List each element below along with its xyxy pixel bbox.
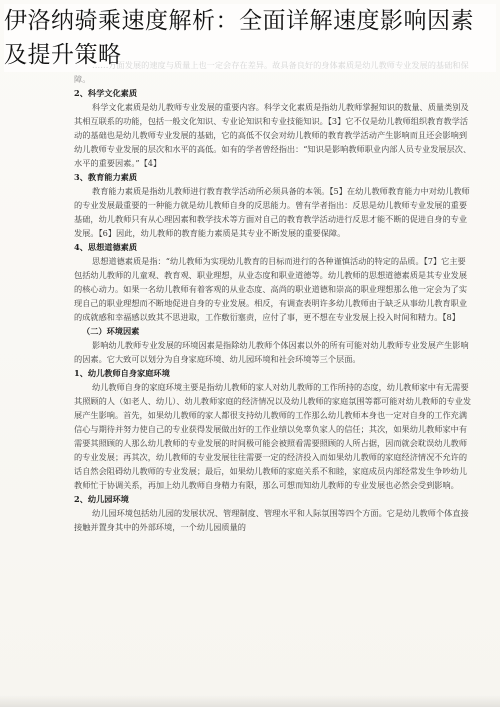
paragraph-science-culture: 科学文化素质是幼儿教师专业发展的重要内容。科学文化素质是指幼儿教师掌握知识的数量、质量类别及其相互联系的功能，包括一般文化知识、专业论知识和专业技能知识。【3】它不仅是幼儿教师组织教育教学活动的基础也是幼儿教师专业发展的基础，它的高低不仅会对幼儿教师的教育教学活动产生影响而且还会影响到幼儿教师专业发展的层次和水平的高低。如有的学者曾经指出：“知识是影响教师职业内部人员专业发展层次、水平的重要因素。”【4】 [74, 102, 472, 168]
section-heading-science-culture: 2、科学文化素质 [74, 88, 138, 98]
section-heading-family-environment: 1、幼儿教师自身家庭环境 [74, 368, 170, 378]
section-heading-moral-quality: 4、思想道德素质 [74, 242, 138, 252]
section-heading-kindergarten-environment: 2、幼儿园环境 [74, 494, 129, 504]
page-title: 伊洛纳骑乘速度解析：全面详解速度影响因素及提升策略 [4, 4, 496, 72]
document-body [74, 58, 472, 534]
paragraph-family-environment: 幼儿教师自身的家庭环境主要是指幼儿教师的家人对幼儿教师的工作所持的态度，幼儿教师家中有无需要其照顾的人（如老人、幼儿）、幼儿教师家庭的经济情况以及幼儿教师的家庭氛围等都可能对幼儿教师的专业发展产生影响。首先，如果幼儿教师的家人都很支持幼儿教师的工作那么幼儿教师本身也一定对自身的工作充满信心与期待并努力使自己的专业获得发展做出好的工作业绩以免辜负家人的信任；其次，如果幼儿教师家中有需要其照顾的人那么幼儿教师的专业发展的时间极可能会被照看需要照顾的人所占据，因而就会耽误幼儿教师的专业发展；再其次，幼儿教师的专业发展往往需要一定的经济投入而如果幼儿教师的家庭经济情况不允许的话自然会阻碍幼儿教师的专业发展；最后，如果幼儿教师的家庭关系不和睦，家庭成员内部经常发生争吵幼儿教师忙于协调关系，再加上幼儿教师自身精力有限，那么可想而知幼儿教师的专业发展也必然会受到影响。 [74, 382, 472, 490]
section-heading-teaching-ability: 3、教育能力素质 [74, 172, 138, 182]
page-bottom-shadow [0, 695, 500, 707]
paragraph-moral-quality: 思想道德素质是指：“幼儿教师为实现幼儿教育的目标而进行的各种谨慎活动的特定的品质。【7】它主要包括幼儿教师的儿童观、教育观、职业理想，从业态度和职业道德等。幼儿教师的思想道德素质是其专业发展的核心动力。如果一名幼儿教师有着客观的从业态度、高尚的职业道德和崇高的职业理想那么他一定会为了实现自己的职业理想而不断地促进自身的专业发展。相反，有调查表明许多幼儿教师由于缺乏从事幼儿教育职业的成就感和幸福感以致其不思进取，工作敷衍塞责，应付了事，更不想在专业发展上投入时间和精力。【8】 [74, 256, 468, 322]
intro-paragraph: 障。 [74, 74, 91, 84]
section-heading-environment: （二）环境因素 [82, 326, 140, 336]
paragraph-environment: 影响幼儿教师专业发展的环境因素是指除幼儿教师个体因素以外的所有可能对幼儿教师专业发展产生影响的因素。它大致可以划分为自身家庭环境、幼儿园环境和社会环境等三个层面。 [74, 340, 469, 364]
paragraph-teaching-ability: 教育能力素质是指幼儿教师进行教育教学活动所必须具备的本领。【5】在幼儿教师教育能力中对幼儿教师的专业发展最重要的一种能力就是幼儿教师自身的反思能力。曾有学者指出：反思是幼儿教师专业发展的重要基础，幼儿教师只有从心理因素和教学技术等方面对自己的教育教学活动进行反思才能不断的促进自身的专业发展。【6】因此，幼儿教师的教育能力素质是其专业不断发展的重要保障。 [74, 186, 470, 238]
paragraph-kindergarten-environment: 幼儿园环境包括幼儿园的发展状况、管理制度、管理水平和人际氛围等四个方面。它是幼儿教师个体直接接触并置身其中的外部环境，一个幼儿园质量的 [74, 508, 469, 532]
